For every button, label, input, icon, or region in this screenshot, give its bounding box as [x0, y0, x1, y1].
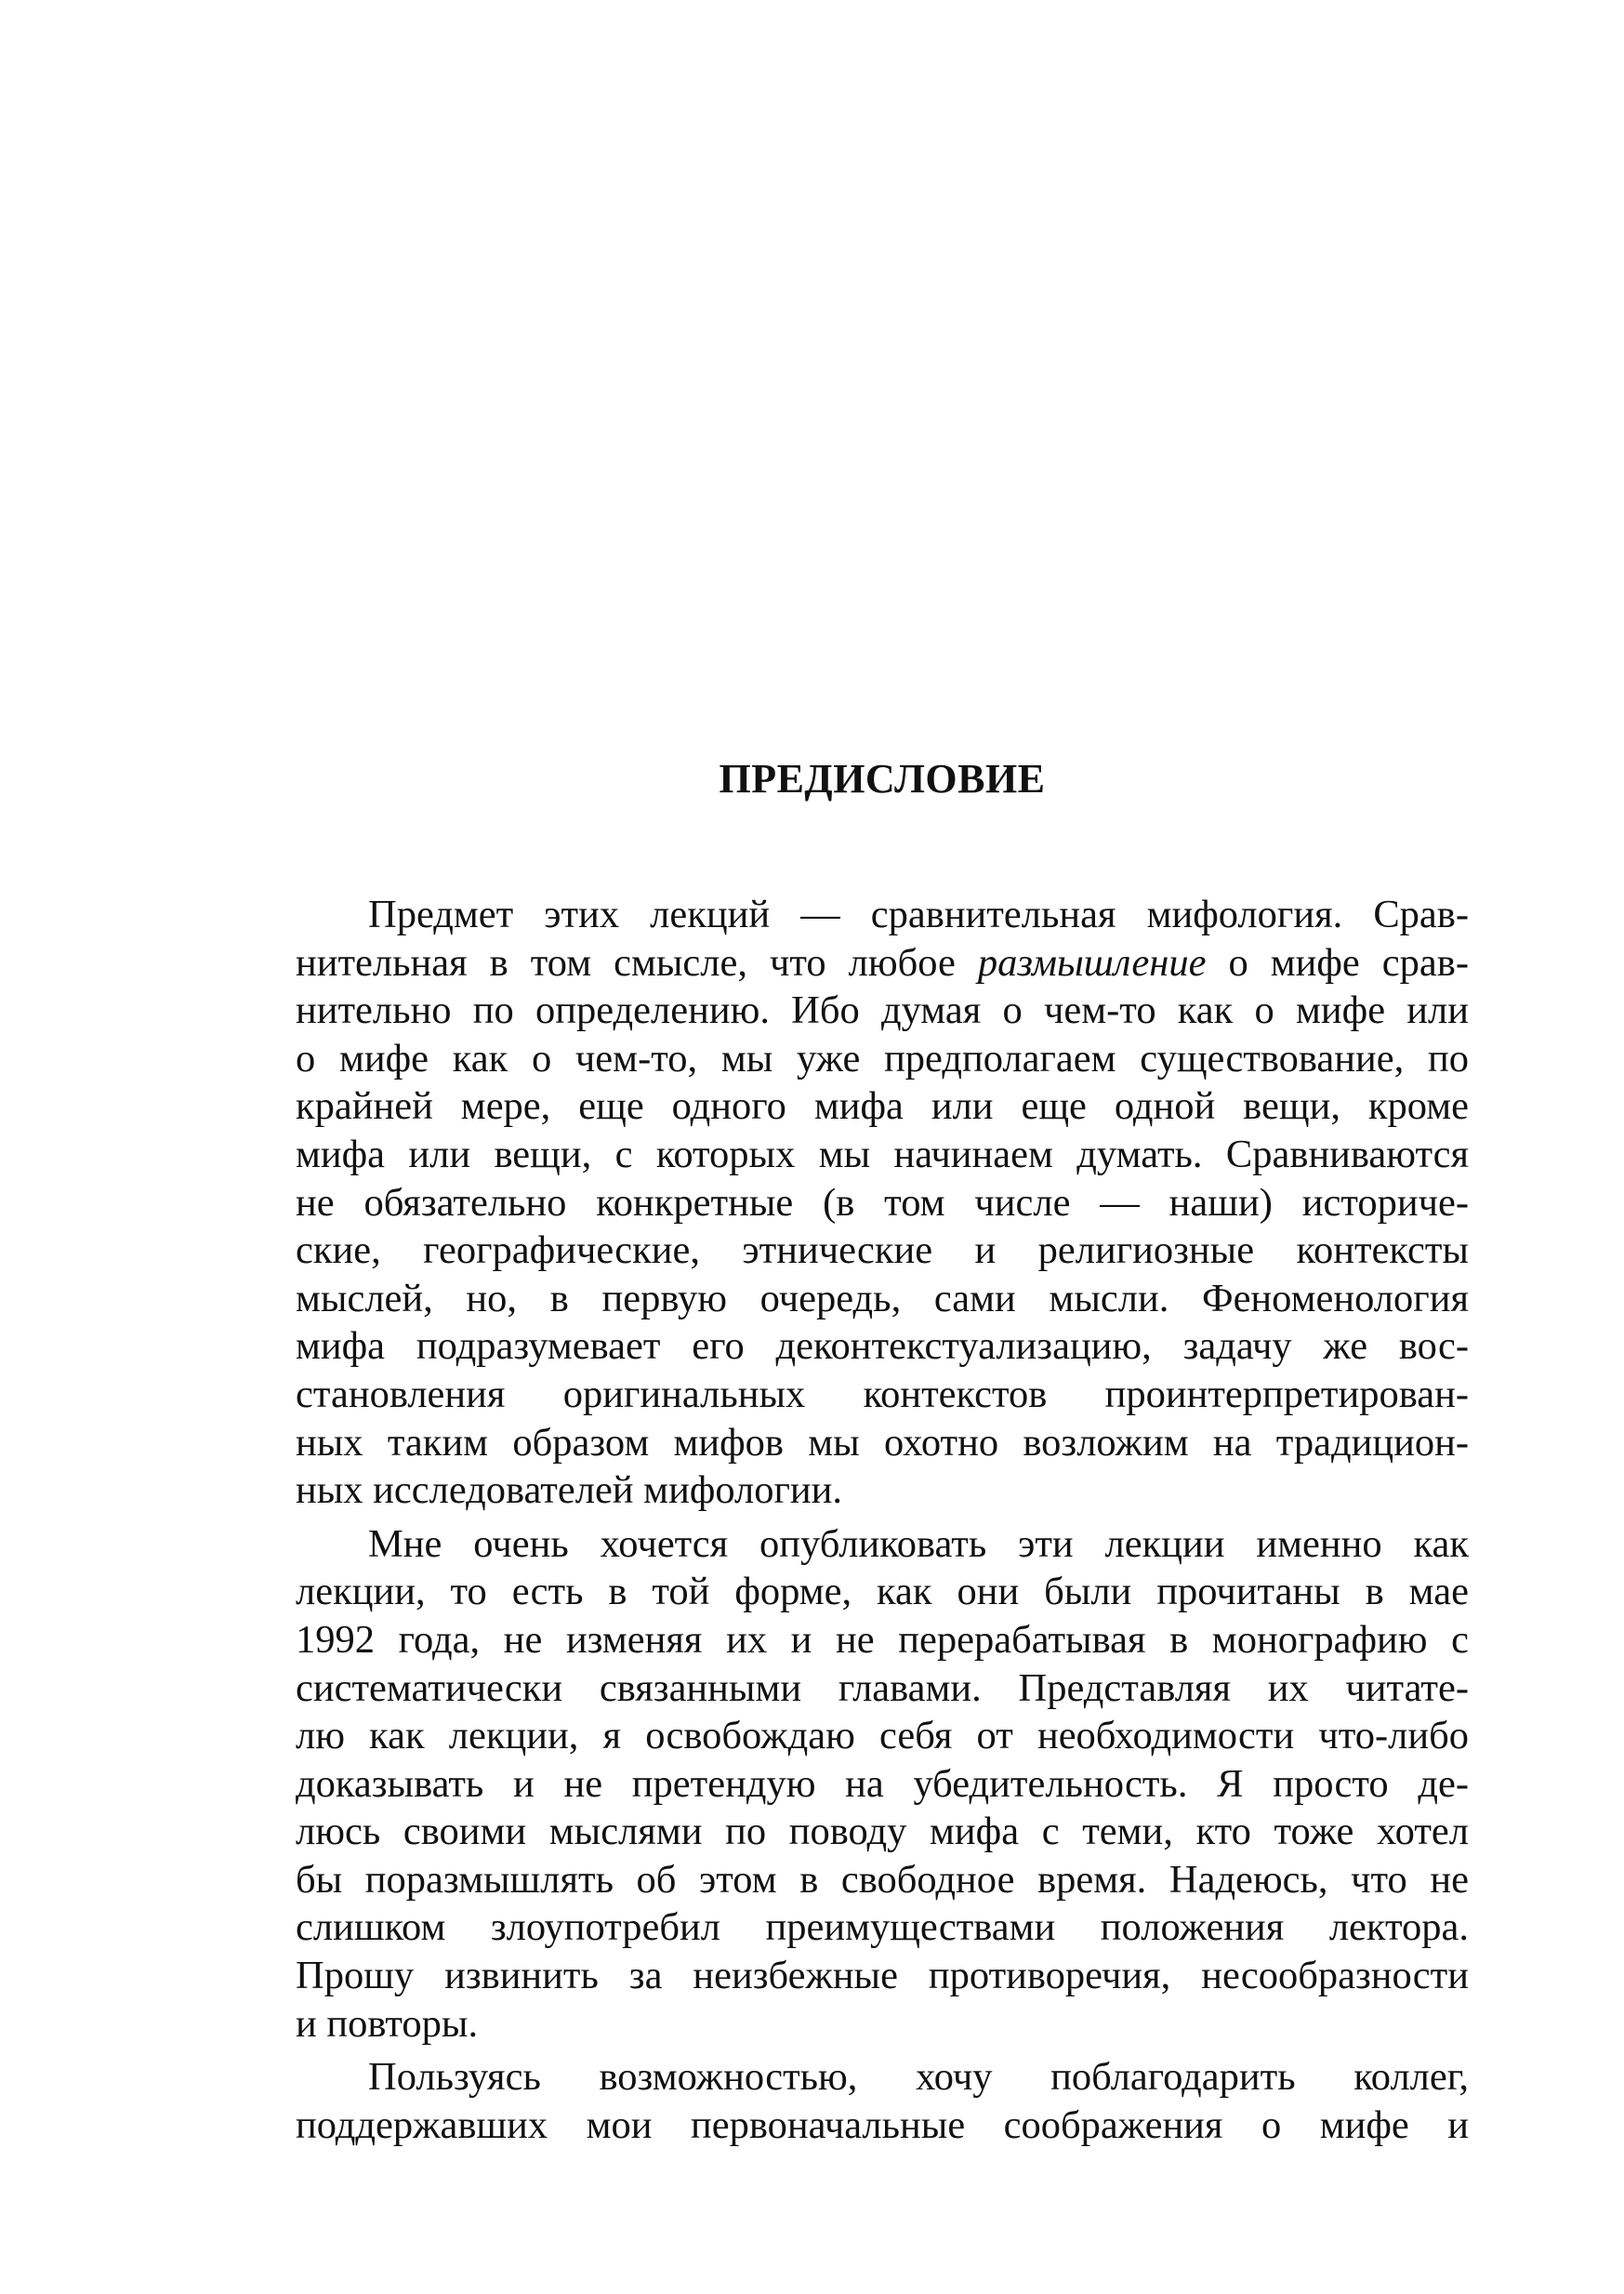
text-line: мифа подразумевает его деконтекстуализацию, задачу же вос-	[296, 1324, 1469, 1369]
text-line: о мифе как о чем-то, мы уже предполагаем существование, по	[296, 1036, 1469, 1081]
text-line: крайней мере, еще одного мифа или еще одной вещи, кроме	[296, 1084, 1469, 1129]
text-line-with-italic	[296, 939, 1469, 988]
text-line: не обязательно конкретные (в том числе — наши) историче-	[296, 1180, 1469, 1225]
text-segment: нительная в том смысле, что любое	[296, 940, 978, 985]
paragraph-3	[296, 2053, 1469, 2149]
text-line: мыслей, но, в первую очередь, сами мысли. Феноменология	[296, 1276, 1469, 1320]
text-line: Мне очень хочется опубликовать эти лекции именно как	[368, 1521, 1469, 1566]
text-line: мифа или вещи, с которых мы начинаем думать. Сравниваются	[296, 1132, 1469, 1176]
text-line: Пользуясь возможностью, хочу поблагодарить коллег,	[368, 2055, 1469, 2100]
document-body	[296, 753, 1469, 2155]
text-line: Прошу извинить за неизбежные противоречия, несообразности	[296, 1954, 1469, 1998]
text-line: становления оригинальных контекстов проинтерпретирован-	[296, 1372, 1469, 1416]
text-line: поддержавших мои первоначальные соображения о мифе и	[296, 2102, 1469, 2147]
text-line: люсь своими мыслями по поводу мифа с теми, кто тоже хотел	[296, 1810, 1469, 1854]
text-line: 1992 года, не изменяя их и не перерабатывая в монографию с	[296, 1617, 1469, 1662]
text-line: систематически связанными главами. Представляя их читате-	[296, 1665, 1469, 1710]
text-line: ские, географические, этнические и религиозные контексты	[296, 1228, 1469, 1273]
text-line: Предмет этих лекций — сравнительная мифология. Срав-	[368, 893, 1469, 936]
text-line: ных таким образом мифов мы охотно возложим на традицион-	[296, 1420, 1469, 1465]
text-line: лю как лекции, я освобождаю себя от необходимости что-либо	[296, 1714, 1469, 1758]
page-title: ПРЕДИСЛОВИЕ	[719, 756, 1046, 802]
paragraph-2	[296, 1520, 1469, 2049]
paragraph-1	[296, 891, 1469, 1515]
text-line: нительно по определению. Ибо думая о чем-то как о мифе или	[296, 988, 1469, 1033]
text-line: и повторы.	[296, 2001, 479, 2046]
text-line: доказывать и не претендую на убедительность. Я просто де-	[296, 1761, 1469, 1806]
text-line: лекции, то есть в той форме, как они были прочитаны в мае	[296, 1570, 1469, 1614]
text-line: слишком злоупотребил преимуществами положения лектора.	[296, 1905, 1469, 1950]
text-line: ных исследователей мифологии.	[296, 1468, 843, 1513]
text-line: бы поразмышлять об этом в свободное время. Надеюсь, что не	[296, 1857, 1469, 1902]
text-segment: о мифе срав-	[1206, 940, 1469, 985]
italic-word: размышление	[977, 940, 1207, 985]
